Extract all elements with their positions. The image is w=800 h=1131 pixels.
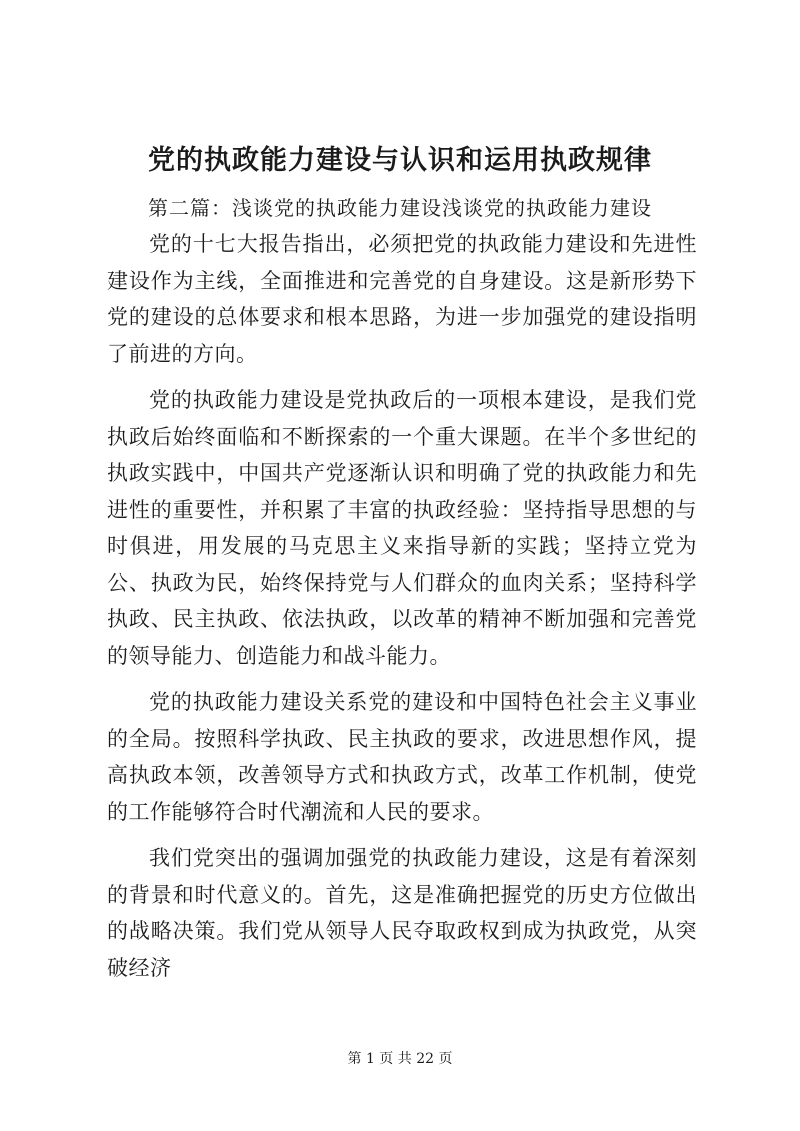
paragraph: 党的执政能力建设是党执政后的一项根本建设，是我们党执政后始终面临和不断探索的一个重大课题。在半个多世纪的执政实践中，中国共产党逐渐认识和明确了党的执政能力和先进性的重要性，并积累了丰富的执政经验：坚持指导思想的与时俱进，用发展的马克思主义来指导新的实践；坚持立党为公、执政为民，始终保持党与人们群众的血肉关系；坚持科学执政、民主执政、依法执政，以改革的精神不断加强和完善党的领导能力、创造能力和战斗能力。 <box>107 388 697 668</box>
paragraph: 党的执政能力建设关系党的建设和中国特色社会主义事业的全局。按照科学执政、民主执政的要求，改进思想作风，提高执政本领，改善领导方式和执政方式，改革工作机制，使党的工作能够符合时代潮流和人民的要求。 <box>107 690 697 824</box>
document-title: 党的执政能力建设与认识和运用执政规律 <box>148 145 652 176</box>
document-subtitle: 第二篇：浅谈党的执政能力建设浅谈党的执政能力建设 <box>148 196 652 220</box>
paragraph: 我们党突出的强调加强党的执政能力建设，这是有着深刻的背景和时代意义的。首先，这是准确把握党的历史方位做出的战略决策。我们党从领导人民夺取政权到成为执政党，从突破经济 <box>107 846 697 980</box>
paragraph: 党的十七大报告指出，必须把党的执政能力建设和先进性建设作为主线，全面推进和完善党的自身建设。这是新形势下党的建设的总体要求和根本思路，为进一步加强党的建设指明了前进的方向。 <box>107 232 697 366</box>
document-body <box>107 226 697 996</box>
page-footer: 第 1 页 共 22 页 <box>347 1051 453 1067</box>
